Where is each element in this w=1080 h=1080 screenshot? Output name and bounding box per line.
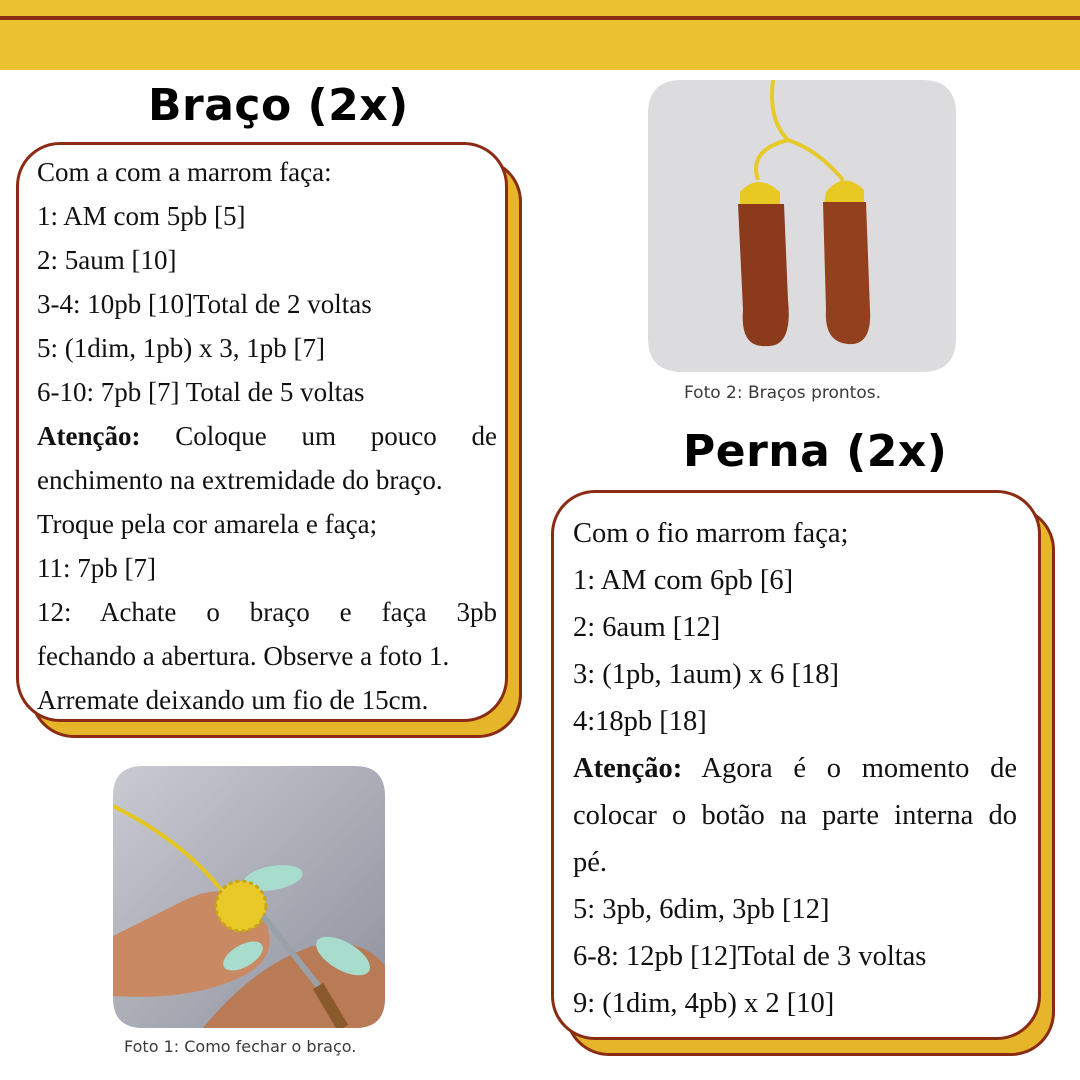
perna-line2-0: 5: 3pb, 6dim, 3pb [12]: [573, 894, 830, 925]
braco-attention-first: Coloque um pouco de: [175, 421, 497, 451]
perna-line2-1: 6-8: 12pb [12]Total de 3 voltas: [573, 941, 927, 972]
braco-line-1: 1: AM com 5pb [5]: [37, 201, 246, 231]
perna-attention-line: [573, 745, 1017, 792]
braco-line12-first: 12: Achate o braço e faça 3pb: [37, 597, 497, 627]
photo-2-image: [648, 80, 956, 372]
braco-attention-label: Atenção:: [37, 421, 141, 451]
braco-line12-second: fechando a abertura. Observe a foto 1.: [37, 641, 450, 671]
braco-line-5: 6-10: 7pb [7] Total de 5 voltas: [37, 377, 365, 407]
braco-line-3: 3-4: 10pb [10]Total de 2 voltas: [37, 289, 372, 319]
braco-line-last: Arremate deixando um fio de 15cm.: [37, 685, 429, 715]
photo-1: [113, 766, 385, 1028]
braco-line-4: 5: (1dim, 1pb) x 3, 1pb [7]: [37, 333, 325, 363]
perna-line2-2: 9: (1dim, 4pb) x 2 [10]: [573, 988, 835, 1019]
perna-instructions: [573, 510, 1017, 1027]
photo-2: [648, 80, 956, 372]
perna-line-4: 4:18pb [18]: [573, 706, 707, 737]
braco-title: Braço (2x): [148, 80, 409, 131]
photo-1-caption: Foto 1: Como fechar o braço.: [124, 1037, 357, 1056]
braco-line2-1: 11: 7pb [7]: [37, 553, 156, 583]
perna-attention-first: Agora é o momento de: [701, 753, 1017, 784]
braco-line-2: 2: 5aum [10]: [37, 245, 177, 275]
braco-instructions: [37, 150, 497, 722]
perna-line-3: 3: (1pb, 1aum) x 6 [18]: [573, 659, 839, 690]
photo-2-caption: Foto 2: Braços prontos.: [684, 383, 881, 403]
perna-line-2: 2: 6aum [12]: [573, 612, 721, 643]
top-banner-line: [0, 16, 1080, 20]
top-banner: [0, 0, 1080, 70]
perna-attention-second: colocar o botão na parte interna do: [573, 800, 1017, 831]
perna-title: Perna (2x): [683, 426, 948, 477]
braco-line-0: Com a com a marrom faça:: [37, 157, 332, 187]
braco-attention-second: enchimento na extremidade do braço.: [37, 465, 443, 495]
photo-1-image: [113, 766, 385, 1028]
braco-attention-line: [37, 414, 497, 458]
perna-line-1: 1: AM com 6pb [6]: [573, 565, 794, 596]
perna-attention-label: Atenção:: [573, 753, 683, 784]
perna-line-0: Com o fio marrom faça;: [573, 518, 849, 549]
braco-line2-0: Troque pela cor amarela e faça;: [37, 509, 378, 539]
perna-attention-third: pé.: [573, 847, 608, 878]
